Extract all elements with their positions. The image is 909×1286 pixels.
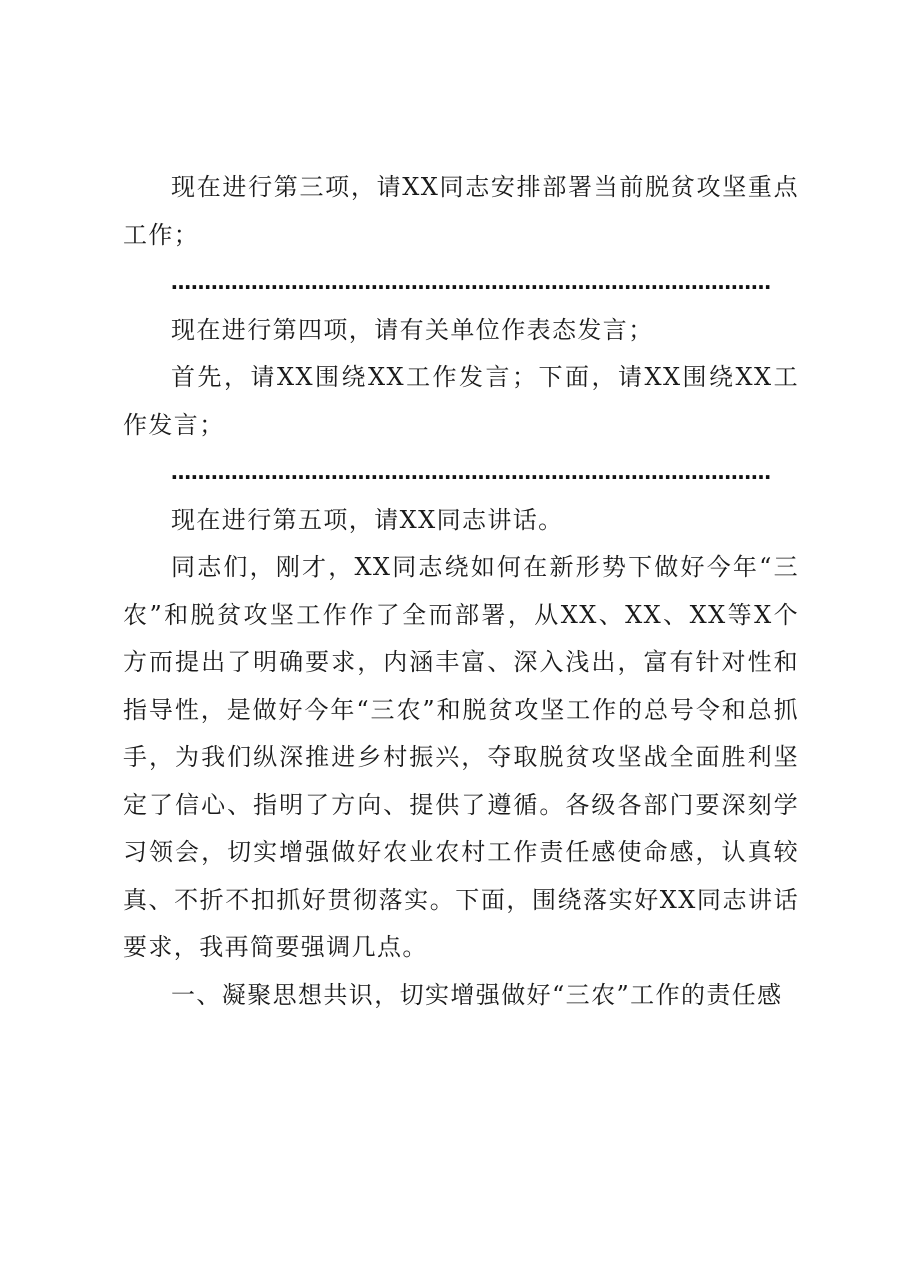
ellipsis-separator: ………………………………………………………………………………: [171, 270, 771, 294]
section-heading-1: 一、凝聚思想共识，切实增强做好“三农”工作的责任感: [171, 980, 783, 1009]
ellipsis-separator: ………………………………………………………………………………: [171, 460, 771, 484]
paragraph-item-5: 现在进行第五项，请XX同志讲话。: [171, 505, 564, 534]
paragraph-speech-order: 首先，请XX围绕XX工作发言；下面，请XX围绕XX工作发言；: [123, 363, 799, 439]
paragraph-item-3: 现在进行第三项，请XX同志安排部署当前脱贫攻坚重点工作；: [123, 173, 799, 249]
document-body: [123, 164, 799, 1019]
paragraph-item-4: 现在进行第四项，请有关单位作表态发言；: [171, 315, 654, 344]
paragraph-speech-body: 同志们，刚才，XX同志绕如何在新形势下做好今年“三农”和脱贫攻坚工作作了全而部署，从XX、XX、XX等X个方而提出了明确要求，内涵丰富、深入浅出，富有针对性和指导性，是做好今年“三农”和脱贫攻坚工作的总号令和总抓手，为我们纵深推进乡村振兴，夺取脱贫攻坚战全面胜利坚定了信心、指明了方向、提供了遵循。各级各部门要深刻学习领会，切实增强做好农业农村工作责任感使命感，认真较真、不折不扣抓好贯彻落实。下面，围绕落实好XX同志讲话要求，我再简要强调几点。: [123, 553, 799, 961]
